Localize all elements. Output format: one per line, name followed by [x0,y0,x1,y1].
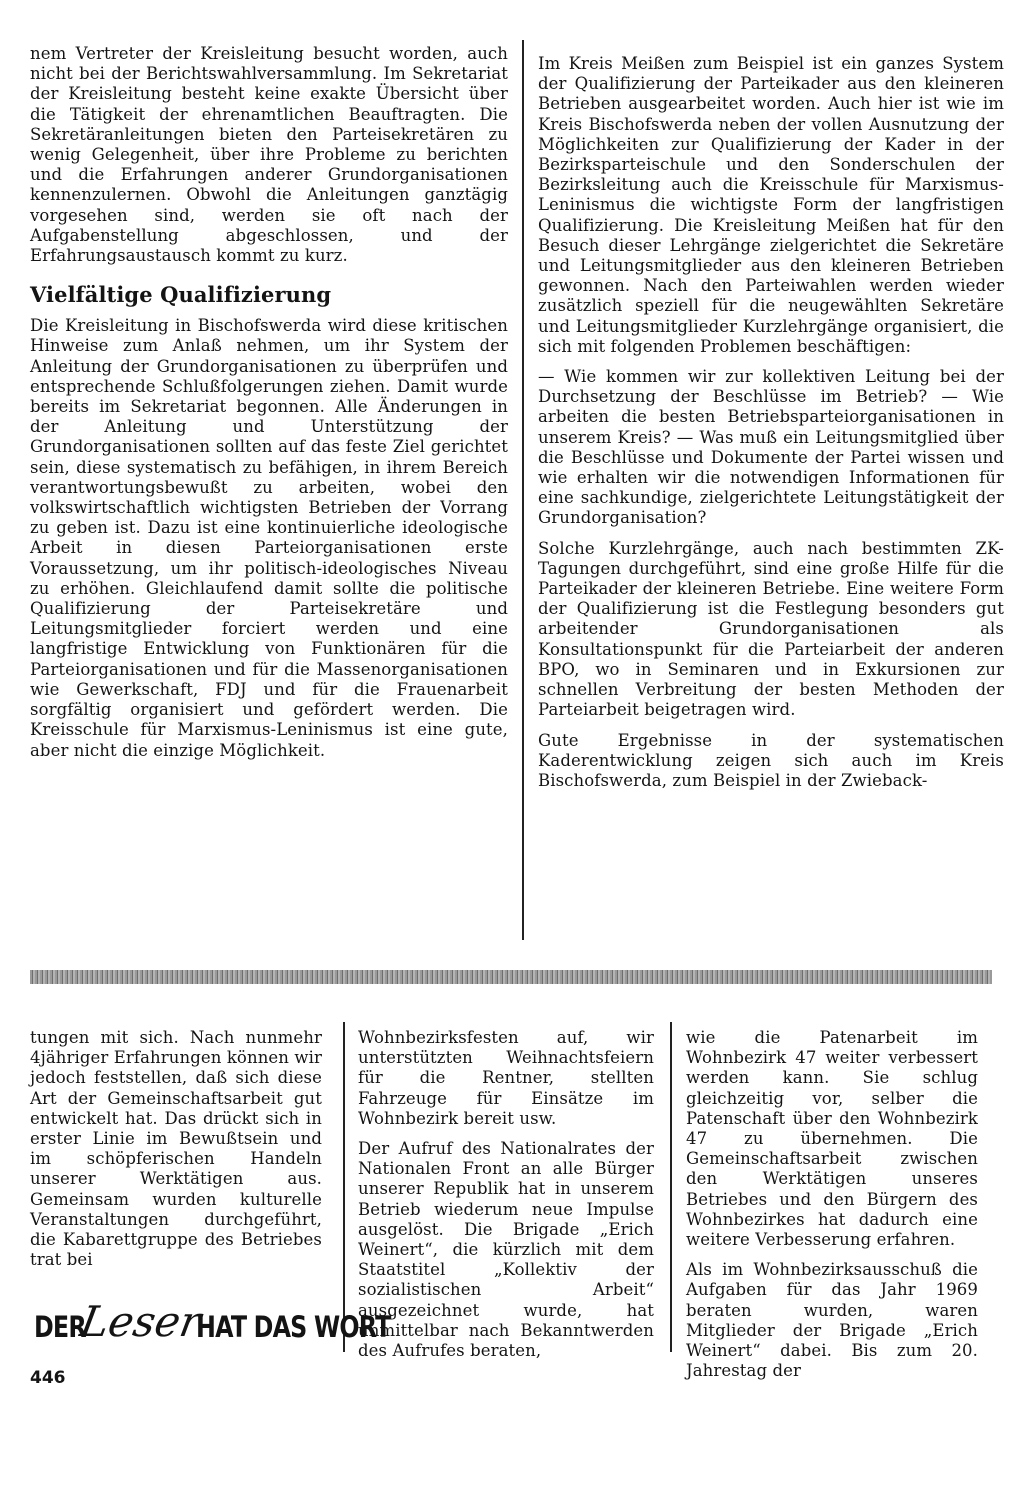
logo-text-hat-das-wort: HAT DAS WORT [196,1310,392,1344]
column-divider [343,1022,345,1352]
letter-column-1 [30,1028,322,1280]
paragraph: Gute Ergebnisse in der systematischen Kaderentwicklung zeigen sich auch im Kreis Bischofswerda, zum Beispiel in der Zwieback- [538,730,1004,790]
paragraph: Der Aufruf des Nationalrates der Nationalen Front an alle Bürger unserer Republik hat in unserem Betrieb wiederum neue Impulse ausgelöst. Die Brigade „Erich Weinert“, die kürzlich mit dem Staatstitel „Kollektiv der sozialistischen Arbeit“ ausgezeichnet wurde, hat unmittelbar nach Bekanntwerden des Aufrufes beraten, [358,1139,654,1361]
article-column-left [30,44,508,771]
logo-text-leser: Leser [76,1296,205,1346]
page-number: 446 [30,1368,66,1388]
paragraph: Als im Wohnbezirksausschuß die Aufgaben für das Jahr 1969 beraten wurden, waren Mitglieder der Brigade „Erich Weinert“ dabei. Bis zum 20. Jahrestag der [686,1260,978,1381]
section-heading: Vielfältige Qualifizierung [30,282,332,308]
der-leser-hat-das-wort-logo [34,1296,392,1352]
paragraph: wie die Patenarbeit im Wohnbezirk 47 weiter verbessert werden kann. Sie schlug gleichzeitig vor, selber die Patenschaft über den Wohnbezirk 47 zu übernehmen. Die Gemeinschaftsarbeit zwischen den Werktätigen unseres Betriebes und den Bürgern des Wohnbezirkes hat dadurch eine weitere Verbesserung erfahren. [686,1028,978,1250]
paragraph: nem Vertreter der Kreisleitung besucht worden, auch nicht bei der Berichtswahlversammlung. Im Sekretariat der Kreisleitung besteht keine exakte Übersicht über die Tätigkeit der ehrenamtlichen Beauftragten. Die Sekretäranleitungen bieten den Parteisekretären zu wenig Gelegenheit, über ihre Probleme zu berichten und die Erfahrungen anderer Grundorganisationen kennenzulernen. Obwohl die Anleitungen ganztägig vorgesehen sind, werden sie oft nach der Aufgabenstellung abgeschlossen, und der Erfahrungsaustausch kommt zu kurz. [30,44,508,266]
paragraph: Die Kreisleitung in Bischofswerda wird diese kritischen Hinweise zum Anlaß nehmen, um ihr System der Anleitung der Grundorganisationen zu überprüfen und entsprechende Schlußfolgerungen ziehen. Damit wurde bereits im Sekretariat begonnen. Alle Änderungen in der Anleitung und Unterstützung der Grundorganisationen sollten auf das feste Ziel gerichtet sein, diese systematisch zu befähigen, in ihrem Bereich verantwortungsbewußt zu arbeiten, wobei den volkswirtschaftlich wichtigsten Betrieben der Vorrang zu geben ist. Dazu ist eine kontinuierliche ideologische Arbeit in diesen Parteiorganisationen erste Voraussetzung, um ihr politisch-ideologisches Niveau zu erhöhen. Gleichlaufend damit sollte die politische Qualifizierung der Parteisekretäre und Leitungsmitglieder forciert werden und eine langfristige Entwicklung von Funktionären für die Parteiorganisationen und für die Massenorganisationen wie Gewerkschaft, FDJ und für die Frauenarbeit sorgfältig organisiert und gefördert werden. Die Kreisschule für Marxismus-Leninismus ist eine gute, aber nicht die einzige Möglichkeit. [30,316,508,760]
section-separator-bar [30,970,992,984]
letter-column-3 [686,1028,978,1391]
paragraph: — Wie kommen wir zur kollektiven Leitung bei der Durchsetzung der Beschlüsse im Betrieb? — Wie arbeiten die besten Betriebsparteiorganisationen in unserem Kreis? — Was muß ein Leitungsmitglied über die Beschlüsse und Dokumente der Partei wissen und wie erhalten wir die notwendigen Informationen für eine sachkundige, zielgerichtete Leitungstätigkeit der Grundorganisation? [538,367,1004,528]
paragraph: Im Kreis Meißen zum Beispiel ist ein ganzes System der Qualifizierung der Parteikader aus den kleineren Betrieben ausgearbeitet worden. Auch hier ist wie im Kreis Bischofswerda neben der vollen Ausnutzung der Möglichkeiten zur Qualifizierung der Kader in der Bezirksparteischule und den Sonderschulen der Bezirksleitung auch die Kreisschule für Marxismus-Leninismus die wichtigste Form der langfristigen Qualifizierung. Die Kreisleitung Meißen hat für den Besuch dieser Lehrgänge zielgerichtet die Sekretäre und Leitungsmitglieder aus den kleineren Betrieben gewonnen. Nach den Parteiwahlen werden wieder zusätzlich speziell für die neugewählten Sekretäre und Leitungsmitglieder Kurzlehrgänge organisiert, die sich mit folgenden Problemen beschäftigen: [538,54,1004,356]
article-column-right [538,54,1004,801]
logo-text-der: DER [34,1310,86,1344]
letter-column-2 [358,1028,654,1371]
column-divider [670,1022,672,1352]
paragraph: Solche Kurzlehrgänge, auch nach bestimmten ZK-Tagungen durchgeführt, sind eine große Hilfe für die Parteikader der kleineren Betriebe. Eine weitere Form der Qualifizierung ist die Festlegung besonders gut arbeitender Grundorganisationen als Konsultationspunkt für die Parteiarbeit der anderen BPO, wo in Seminaren und in Exkursionen zur schnellen Verbreitung der besten Methoden der Parteiarbeit beigetragen wird. [538,538,1004,720]
paragraph: Wohnbezirksfesten auf, wir unterstützten Weihnachtsfeiern für die Rentner, stellten Fahrzeuge für Einsätze im Wohnbezirk bereit usw. [358,1028,654,1128]
paragraph: tungen mit sich. Nach nunmehr 4jähriger Erfahrungen können wir jedoch feststellen, daß sich diese Art der Gemeinschaftsarbeit gut entwickelt hat. Das drückt sich in erster Linie im Bewußtsein und im schöpferischen Handeln unserer Werktätigen aus. Gemeinsam wurden kulturelle Veranstaltungen durchgeführt, die Kabarettgruppe des Betriebes trat bei [30,1028,322,1270]
column-divider [522,40,524,940]
